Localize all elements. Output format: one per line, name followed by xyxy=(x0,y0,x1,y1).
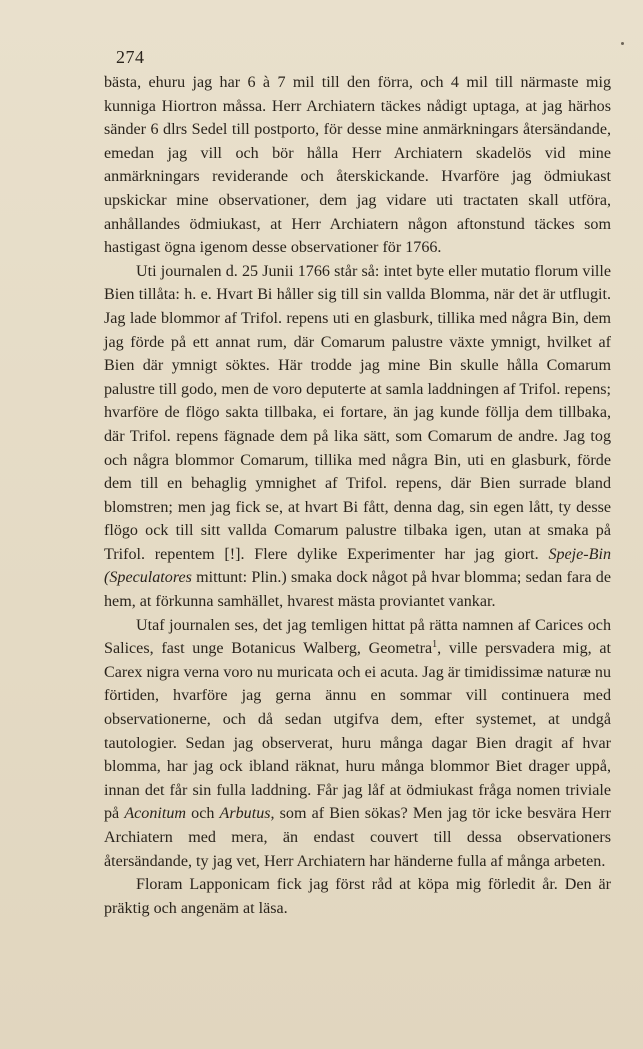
paragraph-text: bästa, ehuru jag har 6 à 7 mil till den förra, och 4 mil till närmaste mig kunniga Hiortron måssa. Herr Archiatern täckes nådigt uptaga, at jag härhos sänder 6 dlrs Sedel till postporto, för desse mine anmärkningars återsändande, emedan jag vill och bör hålla Herr Archiatern skadelös vid mine anmärkningars reviderande och återskickande. Hvarföre jag ödmiukast upskickar mine observationer, dem jag vidare uti tractaten skall utföra, anhållandes ödmiukast, at Herr Archiatern någon aftonstund täckes som hastigast ögna igenom desse observationer för 1766. xyxy=(104,74,611,257)
paragraph xyxy=(104,614,611,874)
paragraph xyxy=(104,71,611,260)
footnote-marker: 1 xyxy=(432,639,438,651)
italic-term: Arbutus xyxy=(219,805,271,823)
paragraph xyxy=(104,873,611,920)
paragraph-text: Utaf journalen ses, det jag temligen hittat på rätta namnen af Carices och Salices, fast unge Botanicus Walberg, Geometra xyxy=(104,616,611,658)
paragraph-text: Uti journalen d. 25 Junii 1766 står så: intet byte eller mutatio florum ville Bien tillåta: h. e. Hvart Bi håller sig till sin vallda Blomma, när det är utflugit. Jag lade blommor af Trifol. repens uti en glasburk, tillika med några Bin, dem jag förde på ett annat rum, där Comarum palustre växte ymnigt, hvilket af Bien där ymnigt söktes. Här trodde jag mine Bin skulle hålla Comarum palustre till godo, men de voro deputerte at samla laddningen af Trifol. repens; hvarföre de flögo sakta tillbaka, ei fortare, än jag kunde föllja dem tillbaka, där Trifol. repens fägnade dem på lika sätt, som Comarum de andre. Jag tog och några blommor Comarum, tillika med några Bin, uti en glasburk, förde dem till en behaglig ymnighet af Trifol. repens, där Bien surrade bland blomstren; men jag fick se, at hvart Bi fått, denna dag, sin egen lått, ty desse flögo ock till sitt vallda Comarum palustre tilbaka igen, utan at smaka på Trifol. repentem [!]. Flere dylike Experimenter har jag giort. xyxy=(104,262,611,563)
paragraph-text: mittunt: Plin.) smaka dock något på hvar blomma; sedan fara de hem, at förkunna samhället, hvarest mästa proviantet vankar. xyxy=(104,569,611,611)
body-text xyxy=(104,71,611,920)
paragraph xyxy=(104,260,611,614)
paragraph-text: , som af Bien sökas? Men jag tör icke besvära Herr Archiatern med mera, än endast couvert till dessa observationers återsändande, ty jag vet, Herr Archiatern har händerne fulla af många arbeten. xyxy=(104,805,611,870)
italic-term: Aconitum xyxy=(124,805,187,823)
page-number: 274 xyxy=(116,47,145,67)
paragraph-text: Floram Lapponicam fick jag först råd at köpa mig förledit år. Den är präktig och angenäm at läsa. xyxy=(104,876,611,917)
paragraph-text: och xyxy=(186,805,220,823)
paper-speck xyxy=(621,42,624,45)
italic-term: Speje-Bin (Speculatores xyxy=(104,545,611,587)
paragraph-text: , ville persvadera mig, at Carex nigra verna voro nu muricata och ei acuta. Jag är timidissimæ naturæ nu förtiden, hvarföre jag gerna ännu en sommar vill continuera med observationerne, och då sedan utgifva dem, efter systemet, at undgå tautologier. Sedan jag observerat, huru många dagar Bien dragit af hvar blomma, har jag ock ibland räknat, huru många blommor Biet drager uppå, innan det får sin fulla laddning. Får jag låf at ödmiukast fråga nomen triviale på xyxy=(104,640,611,823)
